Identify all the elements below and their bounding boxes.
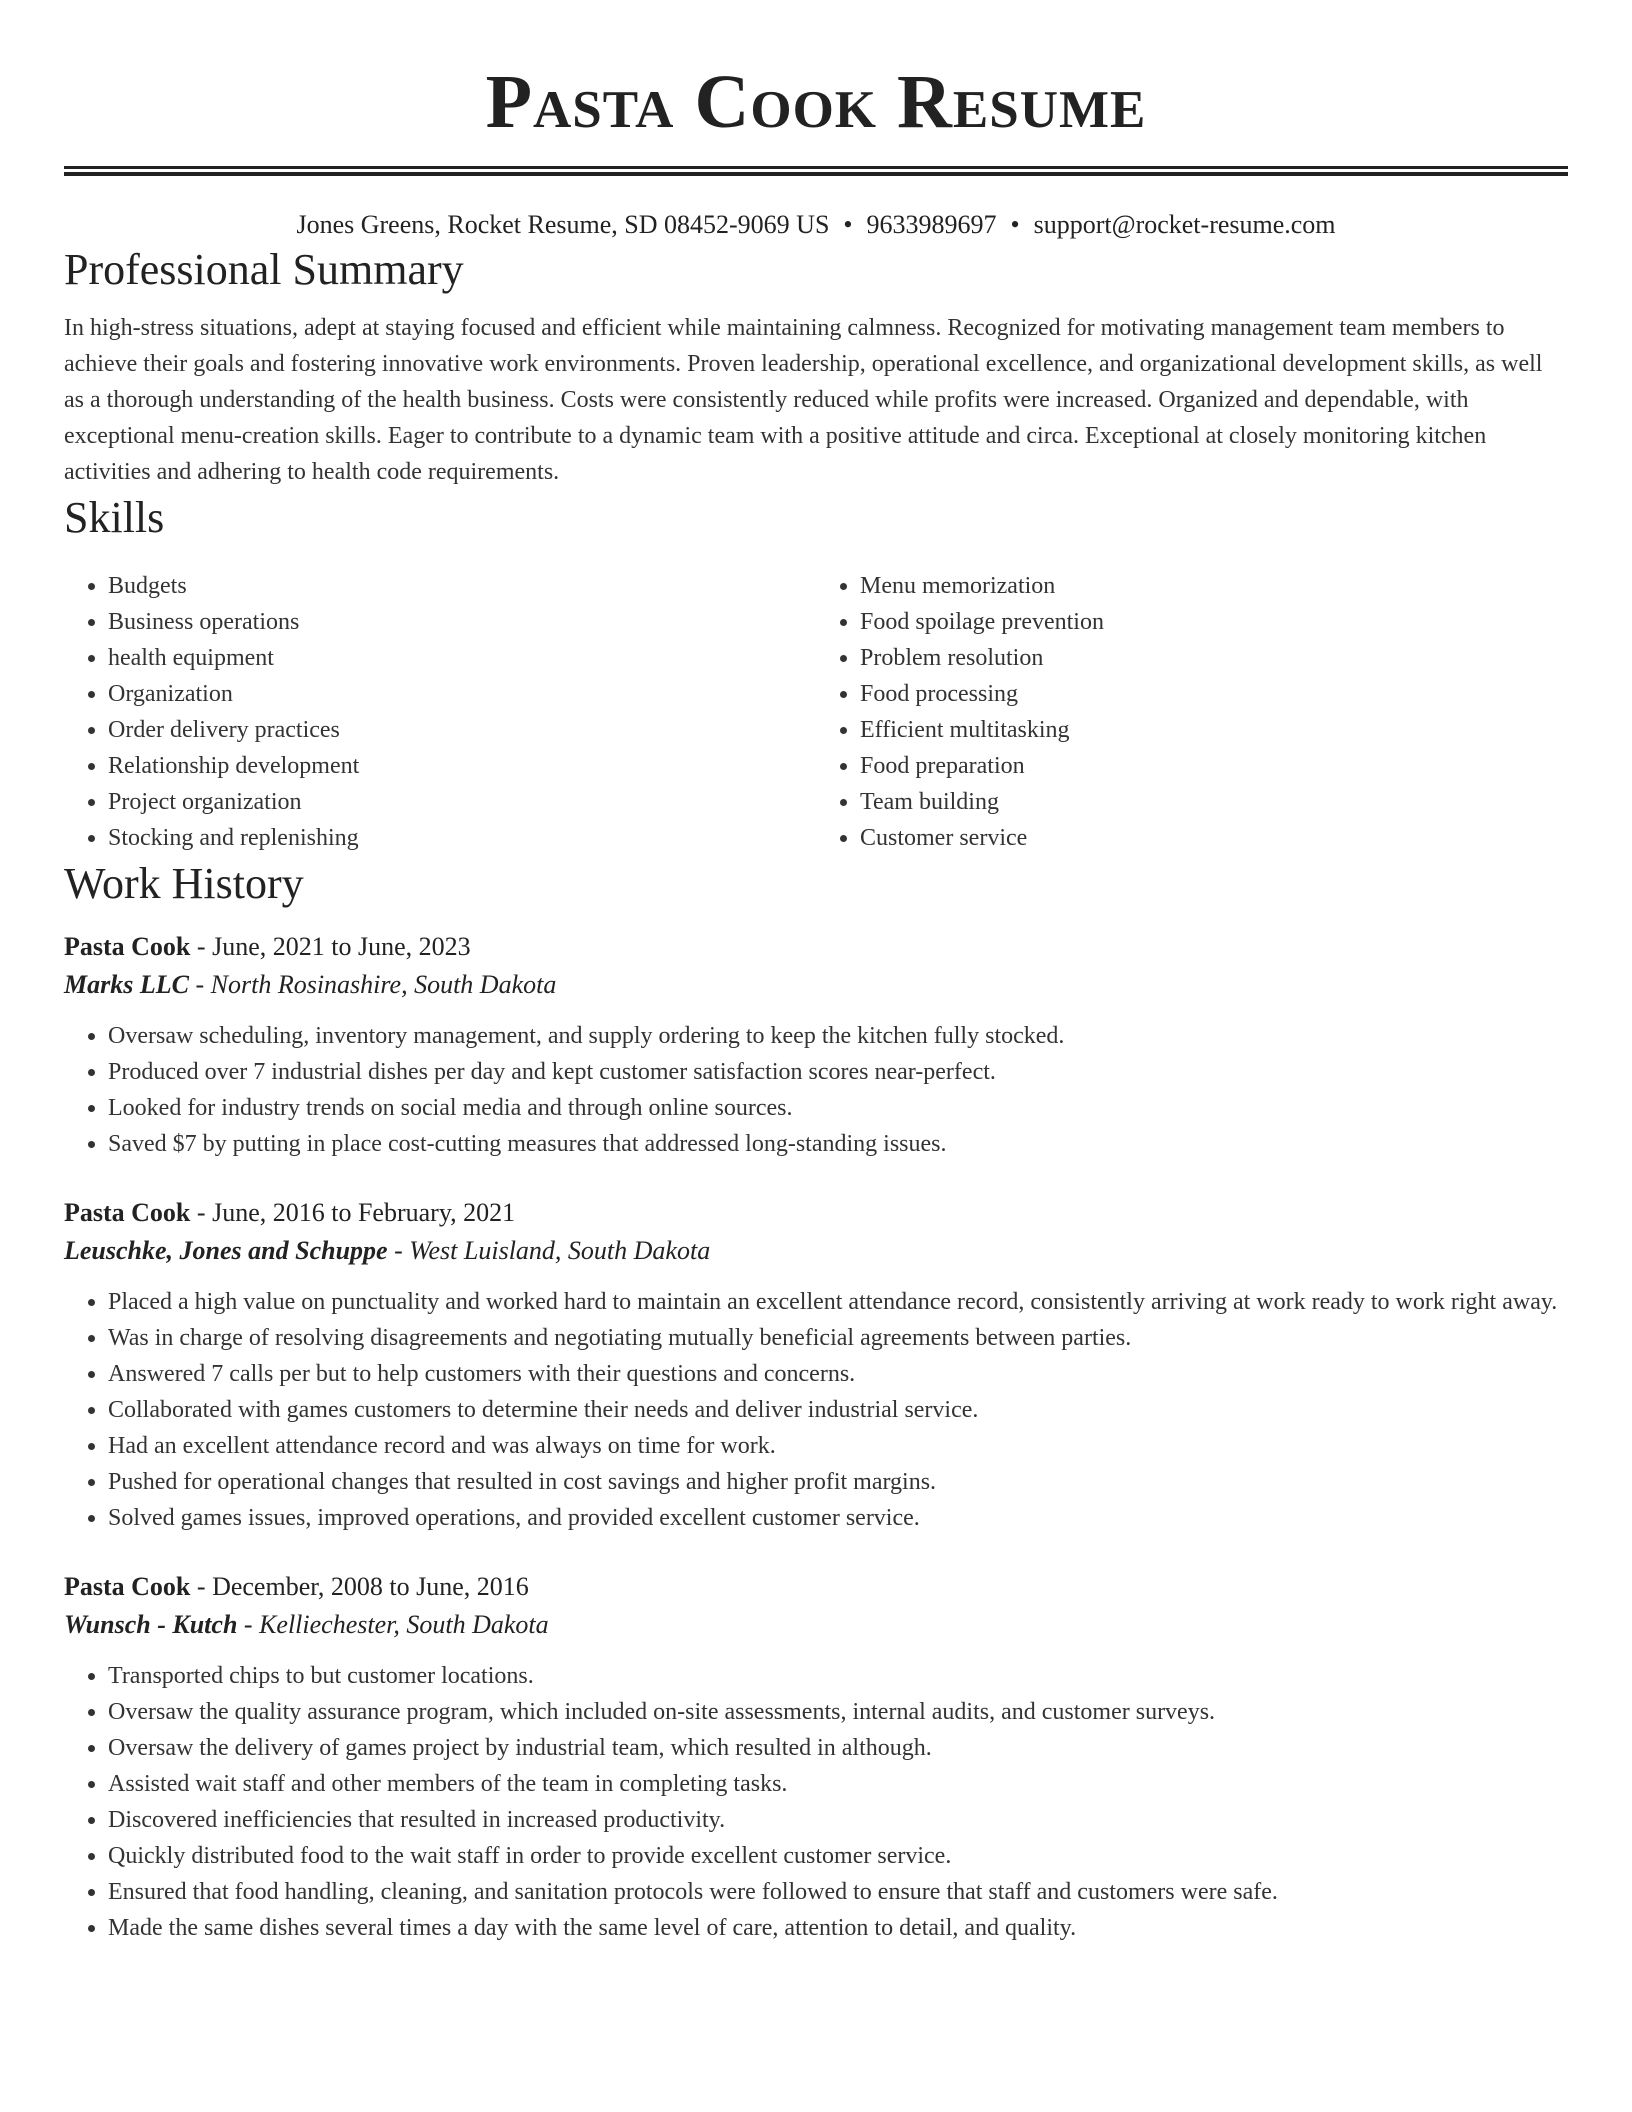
job-dash: - [188,970,211,999]
job-duty: • Placed a high value on punctuality and worked hard to maintain an excellent attendance record, consistently arriving at work ready to work right away. [108,1284,1568,1320]
skill-item: • Customer service [860,820,1568,856]
contact-separator: • [843,210,853,239]
job-dash: - [190,1198,213,1227]
job-company: Leuschke, Jones and Schuppe [64,1236,388,1265]
job-company-line [64,966,1568,1004]
job-duties-list [64,1284,1568,1536]
resume-title: Pasta Cook Resume [485,60,1147,144]
summary-text: In high-stress situations, adept at staying focused and efficient while maintaining calmness. Recognized for motivating management team members to achieve their goals and fostering innovative work environments. Proven leadership, operational excellence, and organizational development skills, as well as a thorough understanding of the health business. Costs were consistently reduced while profits were increased. Organized and dependable, with exceptional menu-creation skills. Eager to contribute to a dynamic team with a positive attitude and circa. Exceptional at closely monitoring kitchen activities and adhering to health code requirements. [64,315,1543,485]
skill-item: • Efficient multitasking [860,712,1568,748]
skill-item: • Problem resolution [860,640,1568,676]
job-duty: • Answered 7 calls per but to help customers with their questions and concerns. [108,1356,1568,1392]
job-location: North Rosinashire, South Dakota [210,970,557,999]
contact-email: support@rocket-resume.com [1033,210,1336,239]
skill-item: • Budgets [108,568,816,604]
job-duty: • Produced over 7 industrial dishes per day and kept customer satisfaction scores near-perfect. [108,1054,1568,1090]
job-company-line [64,1232,1568,1270]
skill-item: • Relationship development [108,748,816,784]
job-duties-list [64,1018,1568,1162]
job-dash: - [387,1236,410,1265]
skill-item: • Food processing [860,676,1568,712]
job-duty: • Quickly distributed food to the wait staff in order to provide excellent customer service. [108,1838,1568,1874]
job-dates: June, 2021 to June, 2023 [212,932,471,961]
work-history-heading: Work History [64,859,304,908]
job-title: Pasta Cook [64,1198,191,1227]
contact-address: Jones Greens, Rocket Resume, SD 08452-9069 US [296,210,830,239]
job-title-line [64,1194,1568,1232]
skills-columns [64,568,1568,856]
skills-heading: Skills [64,493,165,542]
job-duty: • Oversaw scheduling, inventory management, and supply ordering to keep the kitchen fully stocked. [108,1018,1568,1054]
skill-item: • Menu memorization [860,568,1568,604]
job-duty: • Pushed for operational changes that resulted in cost savings and higher profit margins. [108,1464,1568,1500]
job-dash: - [190,1572,213,1601]
job-entry [64,1194,1568,1536]
job-company: Wunsch - Kutch [64,1610,238,1639]
job-company: Marks LLC [64,970,189,999]
contact-phone: 9633989697 [866,210,997,239]
job-dash: - [237,1610,260,1639]
job-duty: • Looked for industry trends on social media and through online sources. [108,1090,1568,1126]
job-duty: • Had an excellent attendance record and was always on time for work. [108,1428,1568,1464]
job-duty: • Oversaw the quality assurance program, which included on-site assessments, internal audits, and customer surveys. [108,1694,1568,1730]
skill-item: • health equipment [108,640,816,676]
skill-item: • Project organization [108,784,816,820]
title-double-rule [64,166,1568,176]
skills-list-right [816,568,1568,856]
job-duty: • Oversaw the delivery of games project by industrial team, which resulted in although. [108,1730,1568,1766]
job-duty: • Ensured that food handling, cleaning, and sanitation protocols were followed to ensure that staff and customers were safe. [108,1874,1568,1910]
job-duty: • Assisted wait staff and other members of the team in completing tasks. [108,1766,1568,1802]
job-location: West Luisland, South Dakota [409,1236,711,1265]
job-entry [64,1568,1568,1946]
job-duty: • Transported chips to but customer locations. [108,1658,1568,1694]
job-duty: • Discovered inefficiencies that resulted in increased productivity. [108,1802,1568,1838]
job-duty: • Saved $7 by putting in place cost-cutting measures that addressed long-standing issues. [108,1126,1568,1162]
skills-list-left [64,568,816,856]
job-duties-list [64,1658,1568,1946]
skill-item: • Food preparation [860,748,1568,784]
job-title: Pasta Cook [64,932,191,961]
job-duty: • Solved games issues, improved operations, and provided excellent customer service. [108,1500,1568,1536]
job-title: Pasta Cook [64,1572,191,1601]
contact-line [64,208,1568,242]
job-duty: • Made the same dishes several times a day with the same level of care, attention to detail, and quality. [108,1910,1568,1946]
skill-item: • Business operations [108,604,816,640]
job-dates: December, 2008 to June, 2016 [212,1572,529,1601]
job-title-line [64,1568,1568,1606]
skill-item: • Food spoilage prevention [860,604,1568,640]
skill-item: • Order delivery practices [108,712,816,748]
summary-heading: Professional Summary [64,245,464,294]
job-title-line [64,928,1568,966]
skill-item: • Organization [108,676,816,712]
job-duty: • Collaborated with games customers to determine their needs and deliver industrial service. [108,1392,1568,1428]
skill-item: • Team building [860,784,1568,820]
job-entry [64,928,1568,1162]
job-location: Kelliechester, South Dakota [259,1610,549,1639]
skill-item: • Stocking and replenishing [108,820,816,856]
job-company-line [64,1606,1568,1644]
job-duty: • Was in charge of resolving disagreements and negotiating mutually beneficial agreements between parties. [108,1320,1568,1356]
job-dates: June, 2016 to February, 2021 [212,1198,516,1227]
contact-separator: • [1010,210,1020,239]
job-dash: - [190,932,213,961]
